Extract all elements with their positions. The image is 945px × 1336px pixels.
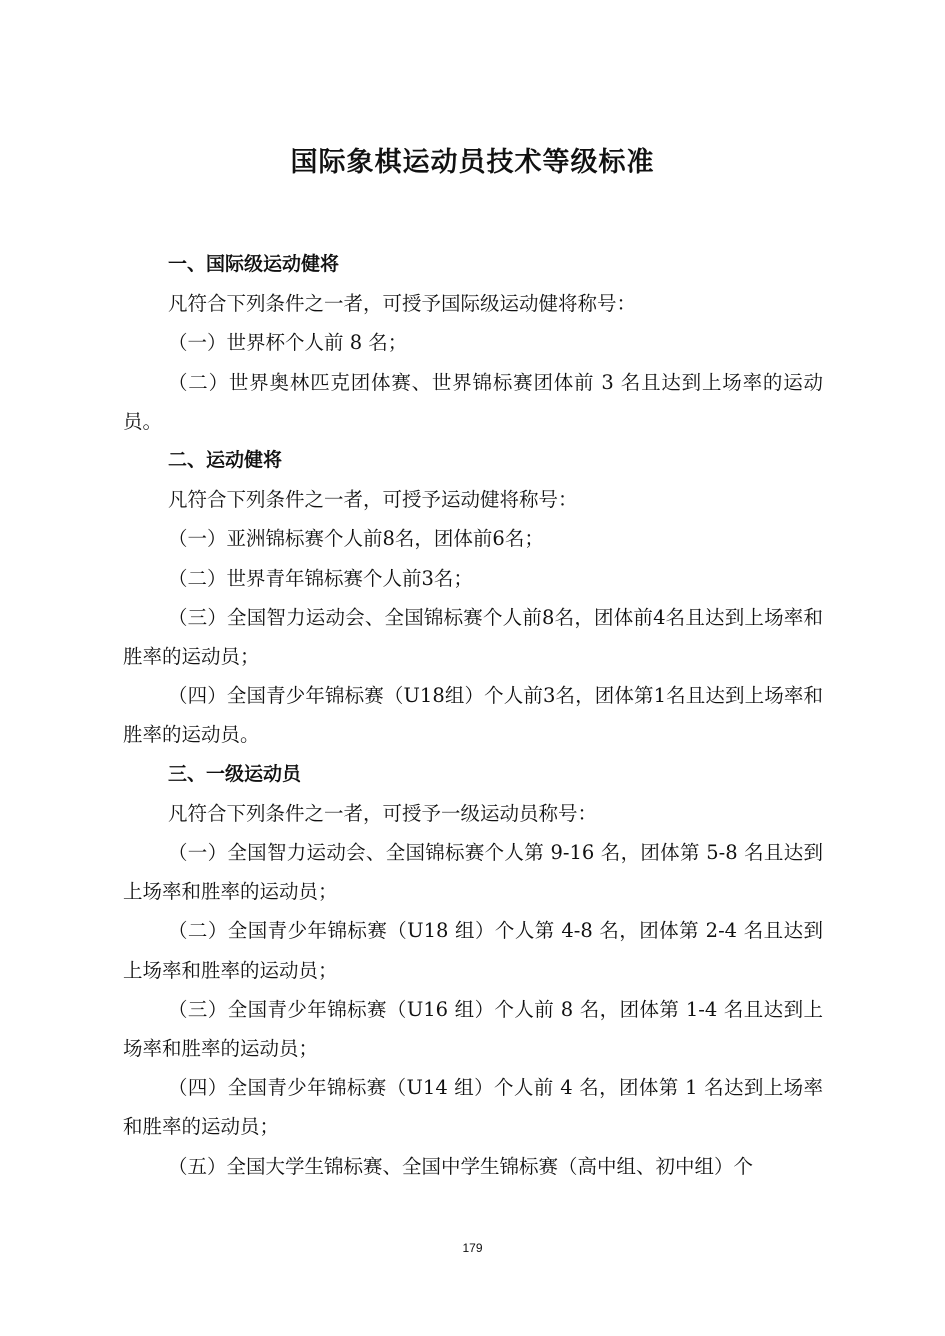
paragraph: （四）全国青少年锦标赛（U14 组）个人前 4 名，团体第 1 名达到上场率和胜率的运动员；	[123, 1076, 823, 1139]
paragraph: （三）全国青少年锦标赛（U16 组）个人前 8 名，团体第 1-4 名且达到上场率和胜率的运动员；	[123, 997, 823, 1061]
paragraph: （二）世界青年锦标赛个人前3名；	[168, 566, 473, 590]
paragraph: （二）世界奥林匹克团体赛、世界锦标赛团体前 3 名且达到上场率的运动员。	[123, 370, 823, 433]
paragraph: （二）全国青少年锦标赛（U18 组）个人第 4-8 名，团体第 2-4 名且达到上场率和胜率的运动员；	[123, 919, 823, 982]
paragraph: （三）全国智力运动会、全国锦标赛个人前8名，团体前4名且达到上场率和胜率的运动员；	[123, 605, 823, 669]
paragraph: （五）全国大学生锦标赛、全国中学生锦标赛（高中组、初中组）个	[168, 1154, 754, 1178]
paragraph: 凡符合下列条件之一者，可授予国际级运动健将称号：	[168, 292, 637, 316]
section-heading-first-class: 三、一级运动员	[168, 762, 302, 785]
paragraph: 凡符合下列条件之一者，可授予运动健将称号：	[168, 488, 578, 512]
paragraph: （一）世界杯个人前 8 名；	[168, 331, 408, 355]
page-number: 179	[462, 1241, 483, 1255]
section-heading-international-master: 一、国际级运动健将	[168, 253, 340, 275]
section-heading-master: 二、运动健将	[168, 449, 283, 472]
document-body	[123, 245, 823, 1186]
paragraph: （四）全国青少年锦标赛（U18组）个人前3名，团体第1名且达到上场率和胜率的运动员。	[123, 684, 823, 747]
page-title: 国际象棋运动员技术等级标准	[290, 147, 655, 178]
paragraph: 凡符合下列条件之一者，可授予一级运动员称号：	[168, 801, 598, 825]
paragraph: （一）全国智力运动会、全国锦标赛个人第 9-16 名，团体第 5-8 名且达到上场率和胜率的运动员；	[123, 841, 823, 904]
paragraph: （一）亚洲锦标赛个人前8名，团体前6名；	[168, 527, 544, 551]
